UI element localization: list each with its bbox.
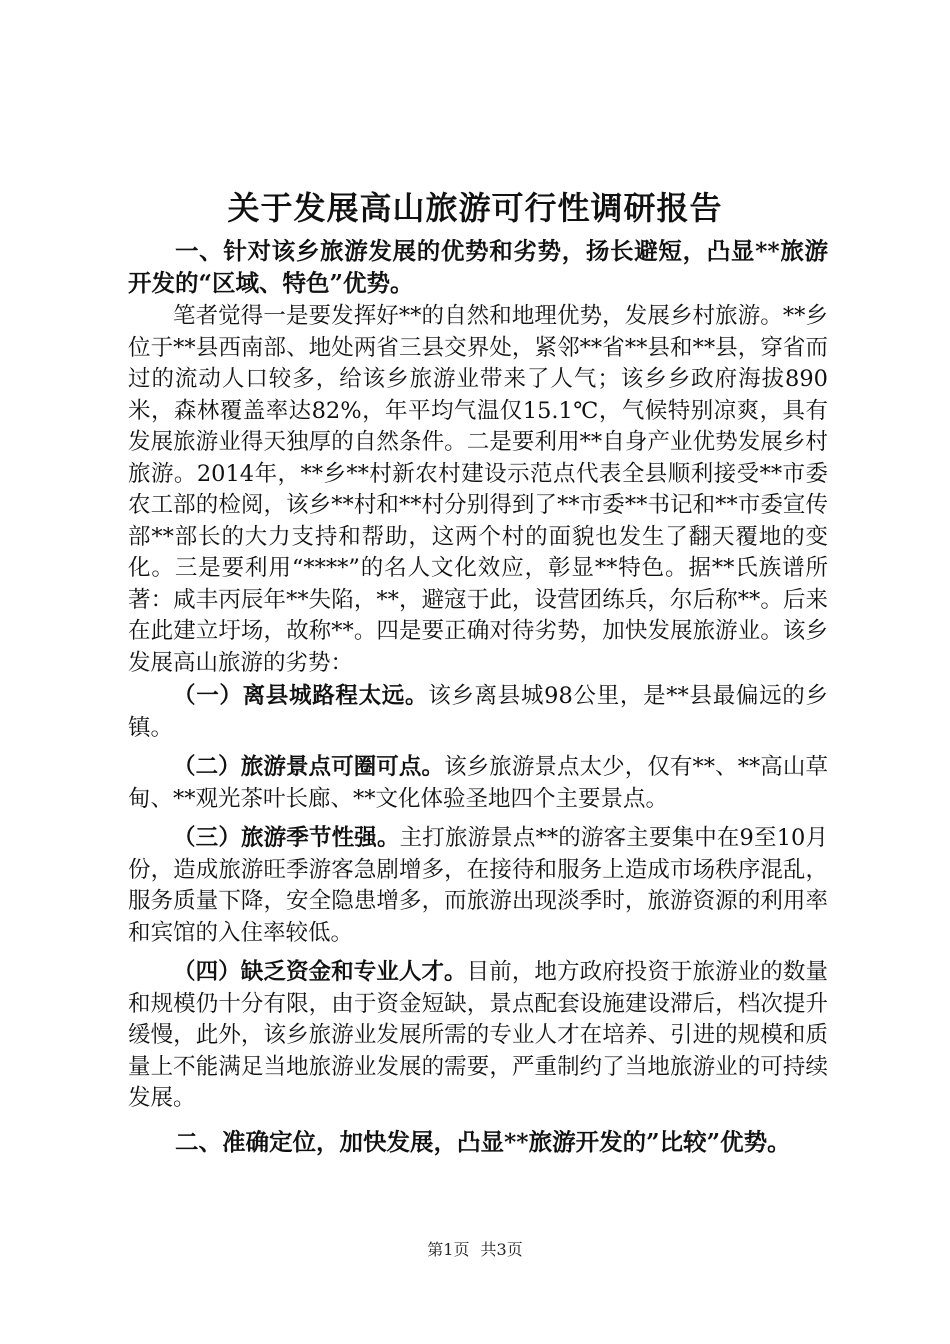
page-number: 第1页 bbox=[427, 1240, 470, 1259]
section-2-heading: 二、准确定位，加快发展，凸显**旅游开发的”比较”优势。 bbox=[175, 1127, 791, 1156]
disadvantage-item-4 bbox=[128, 957, 828, 1115]
item-1-lead: （一）离县城路程太远。 bbox=[173, 683, 429, 709]
item-4-lead: （四）缺乏资金和专业人才。 bbox=[173, 959, 467, 985]
item-2-lead: （二）旅游景点可圈可点。 bbox=[173, 754, 445, 780]
document-title: 关于发展高山旅游可行性调研报告 bbox=[227, 189, 723, 227]
item-3-text: 主打旅游景点**的游客主要集中在9至10月份，造成旅游旺季游客急剧增多，在接待和服务上造成市场秩序混乱，服务质量下降，安全隐患增多，而旅游出现淡季时，旅游资源的利用率和宾馆的入住率较低。 bbox=[128, 825, 828, 946]
item-3-lead: （三）旅游季节性强。 bbox=[173, 825, 400, 851]
page-total: 共3页 bbox=[480, 1240, 523, 1259]
item-2-text: 该乡旅游景点太少，仅有**、**高山草甸、**观光茶叶长廊、**文化体验圣地四个主要景点。 bbox=[128, 754, 828, 812]
item-4-text: 目前，地方政府投资于旅游业的数量和规模仍十分有限，由于资金短缺，景点配套设施建设滞后，档次提升缓慢，此外，该乡旅游业发展所需的专业人才在培养、引进的规模和质量上不能满足当地旅游业发展的需要，严重制约了当地旅游业的可持续发展。 bbox=[128, 959, 828, 1111]
page-footer bbox=[0, 1238, 950, 1262]
section-1-heading: 一、针对该乡旅游发展的优势和劣势，扬长避短，凸显**旅游开发的“区域、特色”优势。 bbox=[128, 237, 828, 297]
item-1-text: 该乡离县城98公里，是**县最偏远的乡镇。 bbox=[128, 683, 828, 741]
document-body bbox=[128, 236, 828, 1158]
disadvantage-item-1 bbox=[128, 681, 828, 744]
section-1-paragraph: 笔者觉得一是要发挥好**的自然和地理优势，发展乡村旅游。**乡位于**县西南部、地处两省三县交界处，紧邻**省**县和**县，穿省而过的流动人口较多，给该乡旅游业带来了人气；该乡乡政府海拔890米，森林覆盖率达82%，年平均气温仅15.1℃，气候特别凉爽，具有发展旅游业得天独厚的自然条件。二是要利用**自身产业优势发展乡村旅游。2014年，**乡**村新农村建设示范点代表全县顺利接受**市委农工部的检阅，该乡**村和**村分别得到了**市委**书记和**市委宣传部**部长的大力支持和帮助，这两个村的面貌也发生了翻天覆地的变化。三是要利用“****”的名人文化效应，彰显**特色。据**氏族谱所著：咸丰丙辰年**失陷，**，避寇于此，设营团练兵，尔后称**。后来在此建立圩场，故称**。四是要正确对待劣势，加快发展旅游业。该乡发展高山旅游的劣势： bbox=[128, 303, 828, 676]
disadvantage-item-3 bbox=[128, 823, 828, 949]
disadvantage-item-2 bbox=[128, 752, 828, 815]
